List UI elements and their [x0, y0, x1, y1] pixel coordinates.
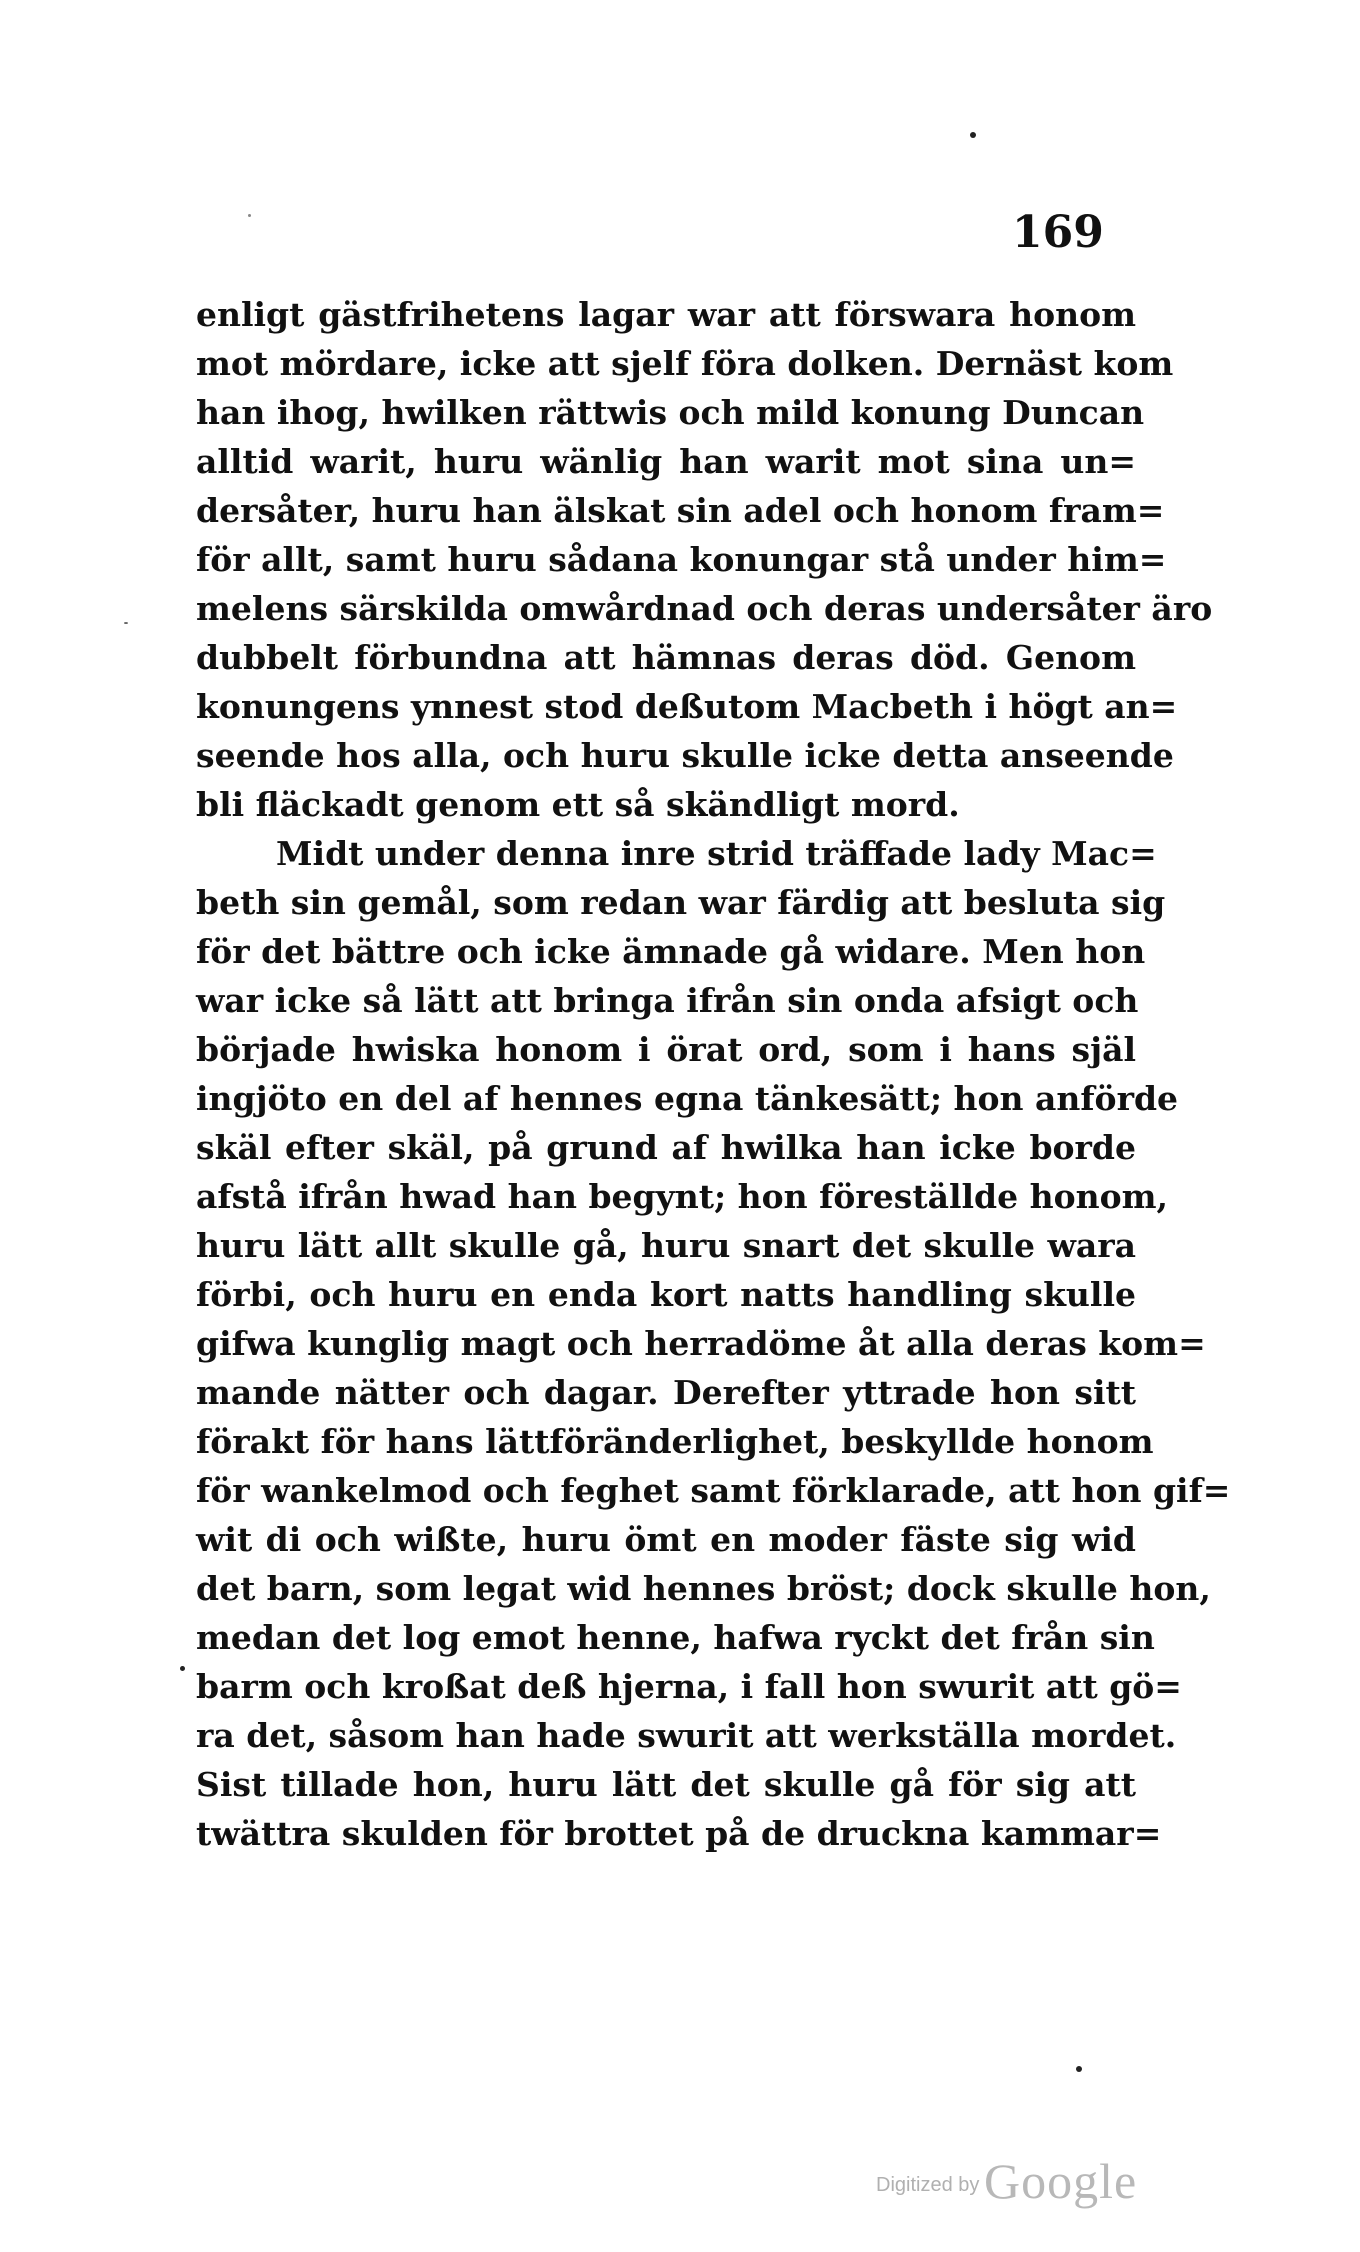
- text-line: medan det log emot henne, hafwa ryckt det från sin: [196, 1618, 1155, 1657]
- text-line: ra det, såsom han hade swurit att werkställa mordet.: [196, 1716, 1177, 1755]
- text-line: konungens ynnest stod deßutom Macbeth i högt an=: [196, 687, 1178, 726]
- text-line: förbi, och huru en enda kort natts handling skulle: [196, 1275, 1136, 1314]
- text-line: förakt för hans lättföränderlighet, beskyllde honom: [196, 1422, 1154, 1461]
- text-line: gifwa kunglig magt och herradöme åt alla deras kom=: [196, 1324, 1206, 1363]
- text-line: beth sin gemål, som redan war färdig att besluta sig: [196, 883, 1166, 922]
- text-line: afstå ifrån hwad han begynt; hon föreställde honom,: [196, 1177, 1169, 1216]
- text-line: huru lätt allt skulle gå, huru snart det skulle wara: [196, 1226, 1136, 1265]
- text-line: alltid warit, huru wänlig han warit mot sina un=: [196, 442, 1136, 481]
- ink-speck: [970, 132, 976, 138]
- text-line: barm och kroßat deß hjerna, i fall hon swurit att gö=: [196, 1667, 1182, 1706]
- text-line: twättra skulden för brottet på de druckna kammar=: [196, 1814, 1162, 1853]
- text-line: han ihog, hwilken rättwis och mild konung Duncan: [196, 393, 1145, 432]
- watermark-prefix: Digitized by: [876, 2174, 980, 2196]
- page-number: 169: [1012, 207, 1104, 258]
- text-line: seende hos alla, och huru skulle icke detta anseende: [196, 736, 1174, 775]
- text-line: mot mördare, icke att sjelf föra dolken. Dernäst kom: [196, 344, 1174, 383]
- text-line: det barn, som legat wid hennes bröst; dock skulle hon,: [196, 1569, 1211, 1608]
- ink-speck: [124, 622, 128, 624]
- text-line: war icke så lätt att bringa ifrån sin onda afsigt och: [196, 981, 1139, 1020]
- ink-speck: [1076, 2066, 1082, 2072]
- digitized-by-watermark: [876, 2152, 1176, 2212]
- text-line: enligt gästfrihetens lagar war att förswara honom: [196, 295, 1136, 334]
- text-line: melens särskilda omwårdnad och deras undersåter äro: [196, 589, 1213, 628]
- text-line: för wankelmod och feghet samt förklarade, att hon gif=: [196, 1471, 1231, 1510]
- google-logo: Google: [984, 2153, 1138, 2209]
- ink-speck: [180, 1666, 185, 1671]
- text-line: för det bättre och icke ämnade gå widare. Men hon: [196, 932, 1146, 971]
- text-line: dersåter, huru han älskat sin adel och honom fram=: [196, 491, 1165, 530]
- body-text: [196, 290, 1231, 1858]
- text-line: mande nätter och dagar. Derefter yttrade hon sitt: [196, 1373, 1136, 1412]
- text-line: skäl efter skäl, på grund af hwilka han icke borde: [196, 1128, 1136, 1167]
- text-line: för allt, samt huru sådana konungar stå under him=: [196, 540, 1167, 579]
- text-line-paragraph-end: bli fläckadt genom ett så skändligt mord.: [196, 785, 960, 824]
- text-line: wit di och wißte, huru ömt en moder fäste sig wid: [196, 1520, 1136, 1559]
- text-line: dubbelt förbundna att hämnas deras död. Genom: [196, 638, 1136, 677]
- text-line: började hwiska honom i örat ord, som i hans själ: [196, 1030, 1136, 1069]
- text-line: Sist tillade hon, huru lätt det skulle gå för sig att: [196, 1765, 1136, 1804]
- text-line: ingjöto en del af hennes egna tänkesätt; hon anförde: [196, 1079, 1179, 1118]
- text-line-paragraph-start: Midt under denna inre strid träffade lady Mac=: [276, 834, 1157, 873]
- ink-speck: [248, 214, 251, 217]
